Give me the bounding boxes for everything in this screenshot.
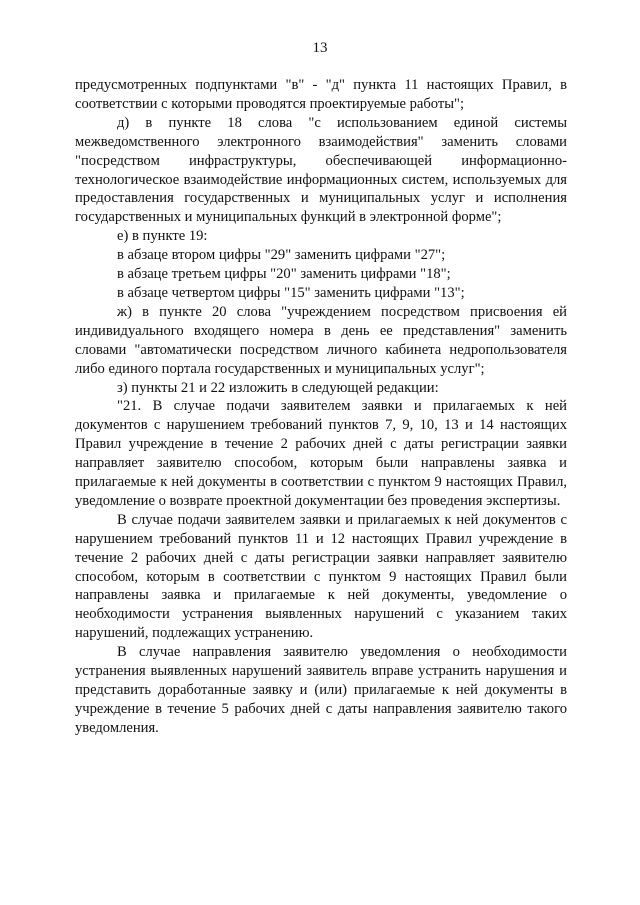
paragraph-clause-21: "21. В случае подачи заявителем заявки и прилагаемых к ней документов с нарушением требований пунктов 7, 9, 10, 13 и 14 настоящих Правил учреждение в течение 2 рабочих дней с даты регистрации заявки направляет заявителю способом, которым были направлены заявка и прилагаемые к ней документы в соответствии с пунктом 9 настоящих Правил, уведомление о возврате проектной документации без проведения экспертизы. [75, 398, 567, 509]
paragraph-e-fourth: в абзаце четвертом цифры "15" заменить цифрами "13"; [117, 284, 465, 301]
paragraph-continuation: предусмотренных подпунктами "в" - "д" пункта 11 настоящих Правил, в соответствии с которыми проводятся проектируемые работы"; [75, 77, 567, 112]
paragraph-e-second: в абзаце втором цифры "29" заменить цифрами "27"; [117, 247, 446, 264]
paragraph-subitem-zh: ж) в пункте 20 слова "учреждением посредством присвоения ей индивидуального входящего номера в день ее представления" заменить словами "автоматически посредством личного кабинета недропользователя либо единого портала государственных и муниципальных услуг"; [75, 303, 567, 377]
paragraph-subitem-e: е) в пункте 19: [117, 228, 208, 245]
paragraph-clause-21-part2: В случае подачи заявителем заявки и прилагаемых к ней документов с нарушением требований пунктов 11 и 12 настоящих Правил учреждение в течение 2 рабочих дней с даты регистрации заявки направляет заявителю способом, которым в соответствии с пунктом 9 настоящих Правил были направлены заявка и прилагаемые к ней документы, уведомление о необходимости устранения выявленных нарушений с указанием таких нарушений, подлежащих устранению. [75, 511, 567, 642]
paragraph-subitem-d: д) в пункте 18 слова "с использованием единой системы межведомственного электронного взаимодействия" заменить словами "посредством инфраструктуры, обеспечивающей информационно-технологическое взаимодействие информационных систем, используемых для предоставления государственных и муниципальных услуг и исполнения государственных и муниципальных функций в электронной форме"; [75, 114, 567, 226]
paragraph-clause-21-part3: В случае направления заявителю уведомления о необходимости устранения выявленных нарушений заявитель вправе устранить нарушения и представить доработанные заявку и (или) прилагаемые к ней документы в учреждение в течение 5 рабочих дней с даты направления заявителю такого уведомления. [75, 644, 567, 736]
paragraph-e-third: в абзаце третьем цифры "20" заменить цифрами "18"; [117, 266, 451, 283]
paragraph-subitem-z: з) пункты 21 и 22 изложить в следующей редакции: [117, 379, 439, 396]
document-body [75, 76, 567, 738]
page-number: 13 [312, 40, 328, 56]
